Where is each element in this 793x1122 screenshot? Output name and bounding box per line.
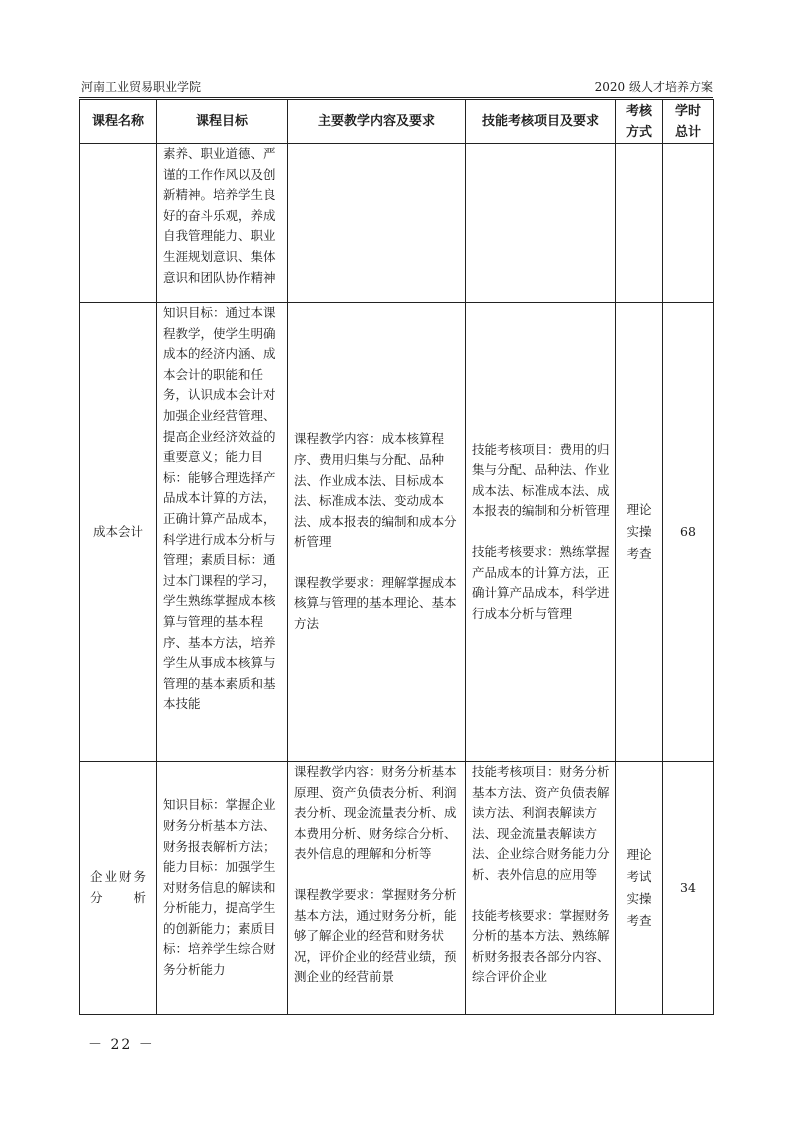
- skill-paragraph: 技能考核要求：掌握财务分析的基本方法、熟练解析财务报表各部分内容、综合评价企业: [472, 907, 610, 985]
- table-header-row: [80, 100, 714, 144]
- table-row: [80, 144, 714, 303]
- course-skill-cell: [466, 303, 616, 762]
- course-skill-cell: [466, 144, 616, 303]
- course-name-cell: 成本会计: [80, 303, 157, 762]
- course-content-cell: [288, 144, 466, 303]
- course-method-cell: [616, 762, 663, 1015]
- col-header-content: 主要教学内容及要求: [288, 100, 466, 144]
- content-paragraph: 课程教学内容：成本核算程序、费用归集与分配、品种法、作业成本法、目标成本法、标准成本法、变动成本法、成本报表的编制和成本分析管理: [294, 431, 457, 550]
- content-paragraph: 课程教学要求：掌握财务分析基本方法，通过财务分析，能够了解企业的经营和财务状况，评价企业的经营业绩，预测企业的经营前景: [294, 886, 457, 985]
- course-content-cell: [288, 762, 466, 1015]
- course-skill-cell: [466, 762, 616, 1015]
- method-text: 理论考试实操考查: [626, 847, 652, 928]
- course-name-cell: [80, 144, 157, 303]
- col-header-goal: 课程目标: [157, 100, 288, 144]
- skill-paragraph: 技能考核项目：费用的归集与分配、品种法、作业成本法、标准成本法、成本报表的编制和分析管理: [472, 441, 610, 519]
- method-text: 理论实操考查: [626, 502, 652, 561]
- skill-paragraph: 技能考核要求：熟练掌握产品成本的计算方法，正确计算产品成本，科学进行成本分析与管理: [472, 544, 610, 621]
- col-header-hours: [663, 100, 714, 144]
- col-header-name: 课程名称: [80, 100, 157, 144]
- course-hours-cell: 68: [663, 303, 714, 762]
- col-header-method: [616, 100, 663, 144]
- course-content-cell: [288, 303, 466, 762]
- table-row: [80, 303, 714, 762]
- course-hours-cell: [663, 144, 714, 303]
- content-paragraph: 课程教学内容：财务分析基本原理、资产负债表分析、利润表分析、现金流量表分析、成本费用分析、财务综合分析、表外信息的理解和分析等: [294, 764, 457, 862]
- col-header-method-line1: 考核: [625, 103, 652, 119]
- page-header: [79, 78, 713, 96]
- table-row: [80, 762, 714, 1015]
- col-header-hours-line1: 学时: [674, 103, 701, 119]
- course-table: [79, 99, 714, 1015]
- course-name-text: 企业财务分析: [90, 869, 146, 905]
- page-number: － 22 －: [88, 1037, 155, 1053]
- course-method-cell: [616, 144, 663, 303]
- col-header-method-line2: 方式: [625, 124, 652, 140]
- course-method-cell: [616, 303, 663, 762]
- col-header-skill: 技能考核项目及要求: [466, 100, 616, 144]
- course-goal-cell: 知识目标：通过本课程教学，使学生明确成本的经济内涵、成本会计的职能和任务，认识成本会计对加强企业经营管理、提高企业经济效益的重要意义；能力目标：能够合理选择产品成本计算的方法，正确计算产品成本，科学进行成本分析与管理；素质目标：通过本门课程的学习，学生熟练掌握成本核算与管理的基本程序、基本方法，培养学生从事成本核算与管理的基本素质和基本技能: [157, 303, 288, 762]
- content-paragraph: 课程教学要求：理解掌握成本核算与管理的基本理论、基本方法: [294, 574, 457, 632]
- skill-paragraph: 技能考核项目：财务分析基本方法、资产负债表解读方法、利润表解读方法、现金流量表解读方法、企业综合财务能力分析、表外信息的应用等: [472, 764, 610, 882]
- course-goal-cell: 知识目标：掌握企业财务分析基本方法、财务报表解析方法；能力目标：加强学生对财务信息的解读和分析能力，提高学生的创新能力；素质目标：培养学生综合财务分析能力: [157, 762, 288, 1015]
- course-hours-cell: 34: [663, 762, 714, 1015]
- header-rule: [79, 97, 713, 98]
- plan-title: 2020 级人才培养方案: [594, 80, 713, 94]
- course-name-cell: [80, 762, 157, 1015]
- course-goal-cell: 素养、职业道德、严谨的工作作风以及创新精神。培养学生良好的奋斗乐观，养成自我管理能力、职业生涯规划意识、集体意识和团队协作精神: [157, 144, 288, 303]
- col-header-hours-line2: 总计: [674, 124, 701, 140]
- school-name: 河南工业贸易职业学院: [81, 80, 202, 94]
